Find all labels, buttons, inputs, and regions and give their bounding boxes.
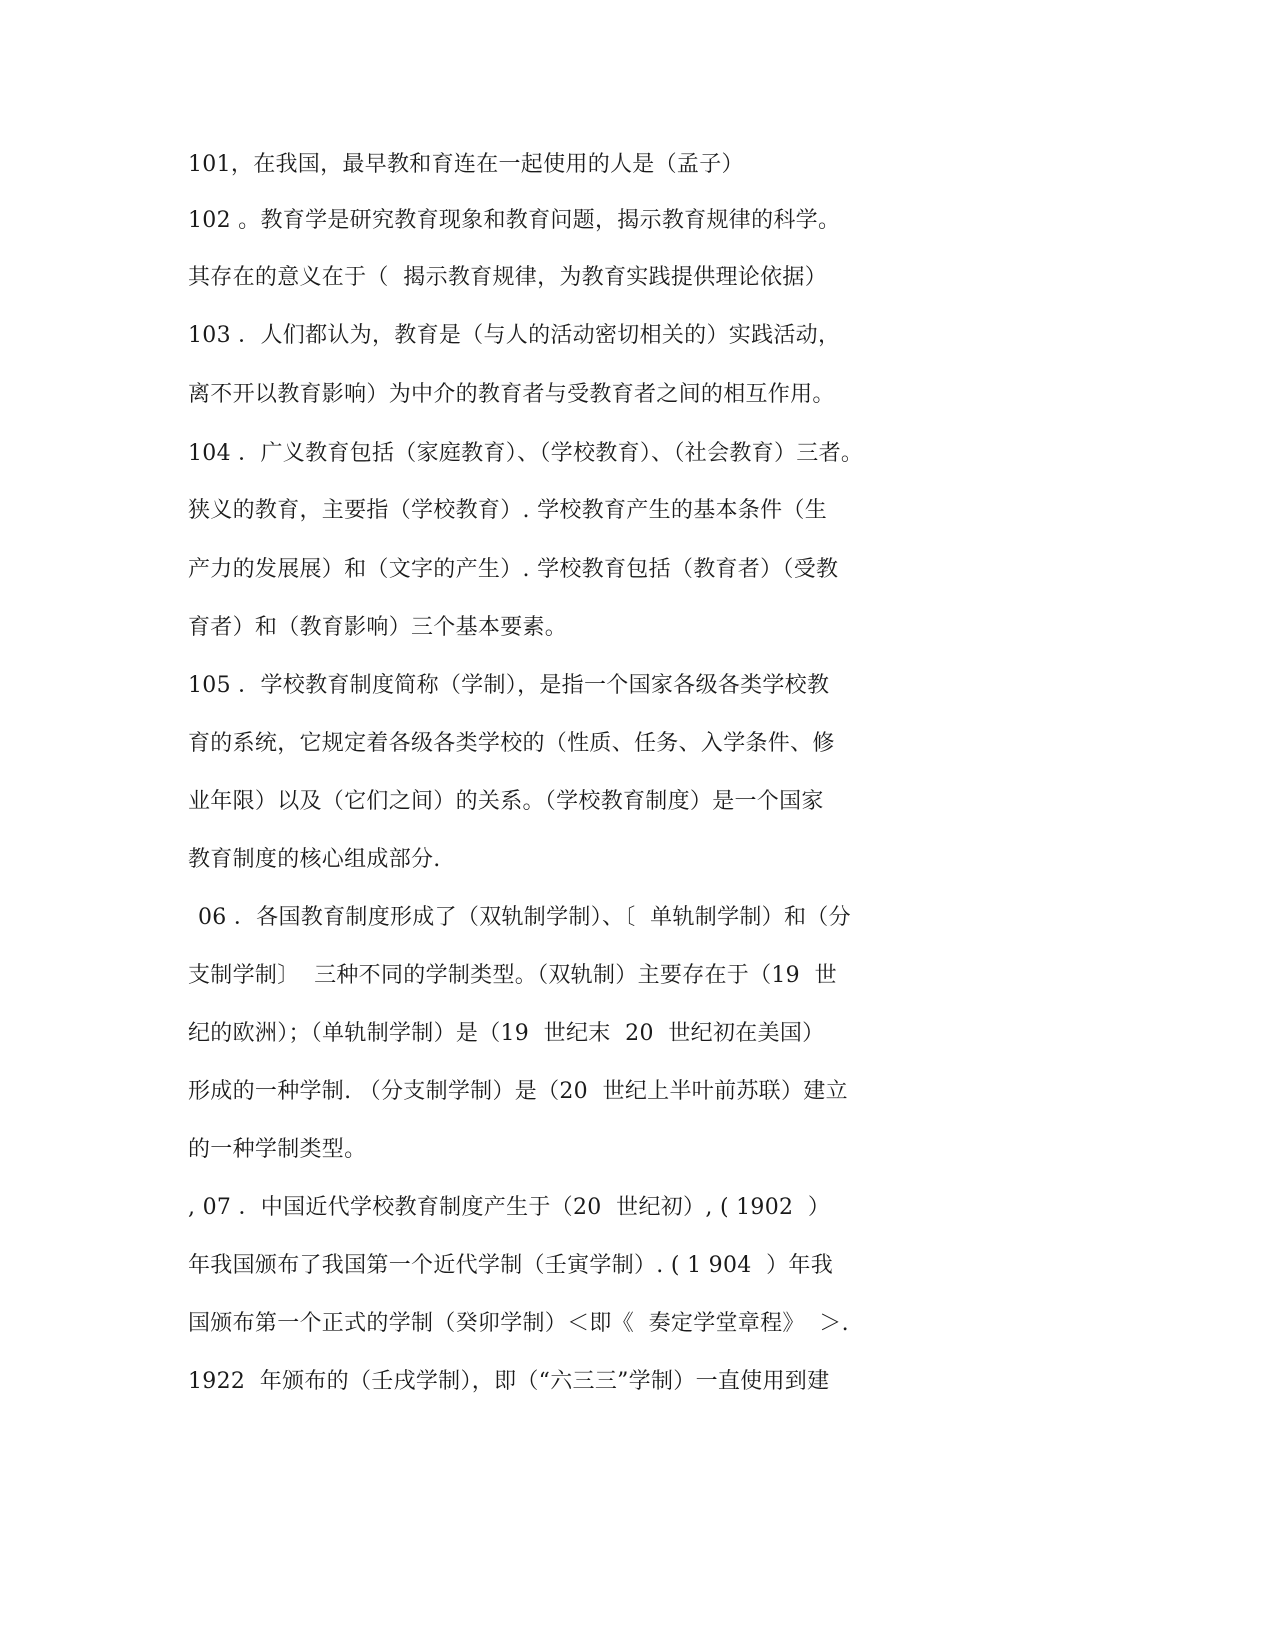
text-line: 育的系统，它规定着各级各类学校的（性质、任务、入学条件、修 [188, 731, 835, 756]
text-line: 年我国颁布了我国第一个近代学制（壬寅学制）. ( 1 904 ）年我 [188, 1253, 834, 1278]
text-line: 国颁布第一个正式的学制（癸卯学制）＜即《 奏定学堂章程》 ＞. [188, 1311, 849, 1336]
text-line: 纪的欧洲）；（单轨制学制）是（19 世纪末 20 世纪初在美国） [188, 1021, 825, 1046]
text-line-106: 06 ．各国教育制度形成了（双轨制学制）、〔 单轨制学制）和（分 [198, 905, 851, 930]
text-line: 狭义的教育，主要指（学校教育）. 学校教育产生的基本条件（生 [188, 498, 827, 523]
text-line: 支制学制〕 三种不同的学制类型。（双轨制）主要存在于（19 世 [188, 963, 837, 988]
text-line: 1922 年颁布的（壬戌学制），即（“六三三”学制）一直使用到建 [188, 1369, 830, 1394]
text-line-101: 101，在我国，最早教和育连在一起使用的人是（孟子） [188, 152, 744, 177]
text-line: 产力的发展展）和（文字的产生）. 学校教育包括（教育者）（受教 [188, 557, 839, 582]
text-line: 业年限）以及（它们之间）的关系。（学校教育制度）是一个国家 [188, 789, 824, 814]
text-line: 育者）和（教育影响）三个基本要素。 [188, 615, 568, 640]
text-line-102: 102 。教育学是研究教育现象和教育问题，揭示教育规律的科学。 [188, 208, 841, 233]
text-line: 离不开以教育影响）为中介的教育者与受教育者之间的相互作用。 [188, 382, 835, 407]
text-line-103: 103 ．人们都认为，教育是（与人的活动密切相关的）实践活动， [188, 323, 841, 348]
text-line: 教育制度的核心组成部分. [188, 847, 441, 872]
text-line-105: 105 ．学校教育制度简称（学制），是指一个国家各级各类学校教 [188, 673, 830, 698]
text-line: 的一种学制类型。 [188, 1137, 367, 1162]
text-line: 形成的一种学制. （分支制学制）是（20 世纪上半叶前苏联）建立 [188, 1079, 848, 1104]
text-line-104: 104 ．广义教育包括（家庭教育）、（学校教育）、（社会教育）三者。 [188, 441, 864, 466]
text-line-107: , 07 ．中国近代学校教育制度产生于（20 世纪初）, ( 1902 ） [188, 1195, 831, 1220]
text-line: 其存在的意义在于（ 揭示教育规律，为教育实践提供理论依据） [188, 265, 827, 290]
